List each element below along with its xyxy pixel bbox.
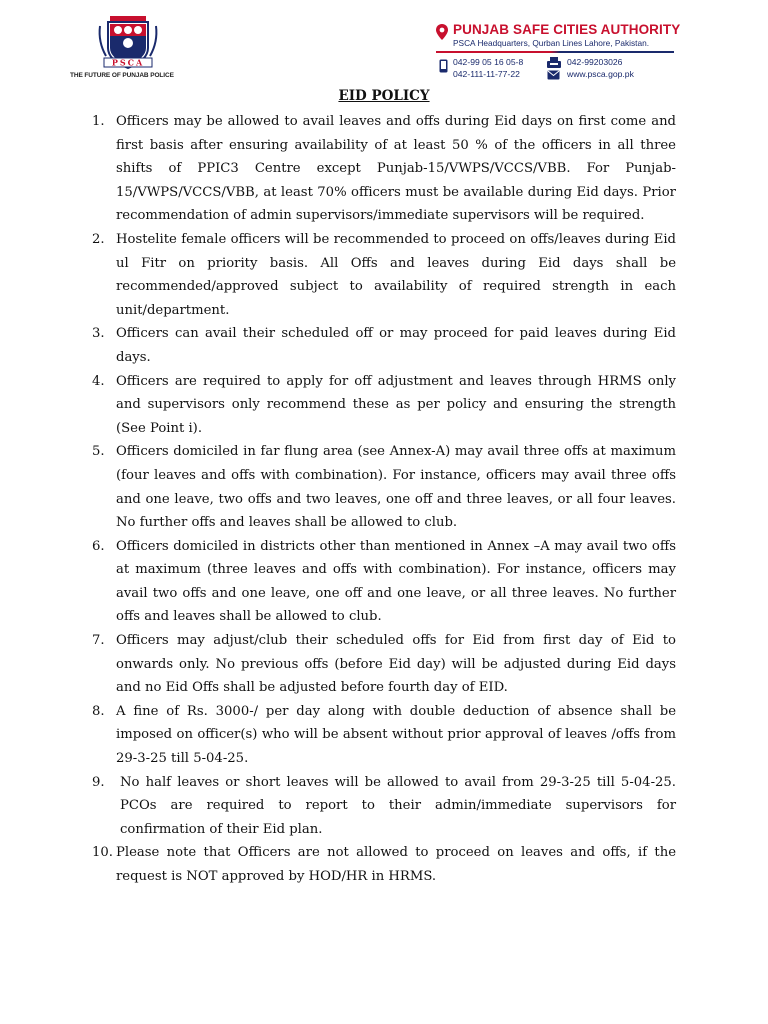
list-item-text: Please note that Officers are not allowed to proceed on leaves and offs, if the request is NOT approved by HOD/HR in HRMS. bbox=[116, 845, 676, 884]
list-item bbox=[88, 629, 676, 700]
location-pin-icon bbox=[436, 24, 448, 40]
list-item-number: 9. bbox=[92, 774, 105, 790]
list-item-text: No half leaves or short leaves will be allowed to avail from 29-3-25 till 5-04-25. PCOs are required to report to their admin/immediate supervisors for confirmation of their Eid plan. bbox=[120, 774, 676, 837]
policy-list bbox=[88, 110, 676, 889]
list-item-number: 10. bbox=[92, 845, 113, 861]
document-title-text: EID POLICY bbox=[338, 88, 430, 104]
document-title bbox=[0, 88, 768, 104]
list-item-text: Hostelite female officers will be recommended to proceed on offs/leaves during Eid ul Fitr on priority basis. All Offs and leaves during Eid days shall be recommended/approved subject to availability of required strength in each unit/department. bbox=[116, 231, 676, 318]
list-item-number: 7. bbox=[92, 633, 105, 649]
org-address: PSCA Headquarters, Qurban Lines Lahore, Pakistan. bbox=[453, 38, 650, 48]
list-item-number: 4. bbox=[92, 373, 105, 389]
list-item-text: Officers can avail their scheduled off or may proceed for paid leaves during Eid days. bbox=[116, 326, 676, 365]
list-item-text: Officers domiciled in far flung area (see Annex-A) may avail three offs at maximum (four leaves and offs with combination). For instance, officers may avail three offs and one leave, two offs and two leaves, one off and three leaves, or all four leaves. No further offs and leaves shall be allowed to club. bbox=[116, 444, 676, 531]
logo-tagline: THE FUTURE OF PUNJAB POLICE bbox=[70, 72, 174, 79]
list-item-text: Officers are required to apply for off adjustment and leaves through HRMS only and supervisors only recommend these as per policy and ensuring the strength (See Point i). bbox=[116, 373, 676, 436]
psca-shield-logo bbox=[96, 14, 160, 70]
phone-icon bbox=[439, 59, 448, 73]
list-item bbox=[88, 771, 676, 842]
list-item-number: 6. bbox=[92, 538, 105, 554]
list-item-number: 3. bbox=[92, 326, 105, 342]
list-item bbox=[88, 110, 676, 228]
list-item-text: Officers may be allowed to avail leaves and offs during Eid days on first come and first basis after ensuring availability of at least 50 % of the officers in all three shifts of PPIC3 Centre except Punjab-15/VWPS/VCCS/VBB. For Punjab-15/VWPS/VCCS/VBB, at least 70% officers must be available during Eid days. Prior recommendation of admin supervisors/immediate supervisors will be required. bbox=[116, 114, 676, 224]
org-name: PUNJAB SAFE CITIES AUTHORITY bbox=[453, 22, 681, 37]
fax-icon bbox=[547, 57, 561, 68]
header-divider bbox=[436, 51, 674, 53]
list-item-text: A fine of Rs. 3000-/ per day along with double deduction of absence shall be imposed on officer(s) who will be absent without prior approval of leaves /offs from 29-3-25 till 5-04-25. bbox=[116, 703, 676, 767]
list-item bbox=[88, 322, 676, 369]
phone-number-2: 042-111-11-77-22 bbox=[453, 69, 520, 79]
list-item bbox=[88, 700, 676, 771]
list-item bbox=[88, 228, 676, 322]
list-item bbox=[88, 370, 676, 441]
list-item bbox=[88, 440, 676, 534]
list-item-number: 2. bbox=[92, 231, 105, 247]
list-item-text: Officers domiciled in districts other than mentioned in Annex –A may avail two offs at maximum (three leaves and offs with combination). For instance, officers may avail two offs and one leave, one off and one leave, or all three leaves. No further offs and leaves shall be allowed to club. bbox=[116, 538, 676, 625]
logo-letters: PSCA bbox=[111, 57, 145, 68]
list-item-number: 8. bbox=[92, 703, 105, 719]
globe-icon bbox=[547, 70, 560, 80]
list-item-text: Officers may adjust/club their scheduled offs for Eid from first day of Eid to onwards only. No previous offs (before Eid day) will be adjusted during Eid days and no Eid Offs shall be adjusted before fourth day of EID. bbox=[116, 633, 676, 696]
website-link[interactable]: www.psca.gop.pk bbox=[567, 69, 634, 79]
list-item-number: 5. bbox=[92, 444, 105, 460]
list-item-number: 1. bbox=[92, 114, 105, 129]
fax-number: 042-99203026 bbox=[567, 57, 623, 67]
list-item bbox=[88, 841, 676, 888]
phone-number-1: 042-99 05 16 05-8 bbox=[453, 57, 524, 67]
list-item bbox=[88, 535, 676, 629]
